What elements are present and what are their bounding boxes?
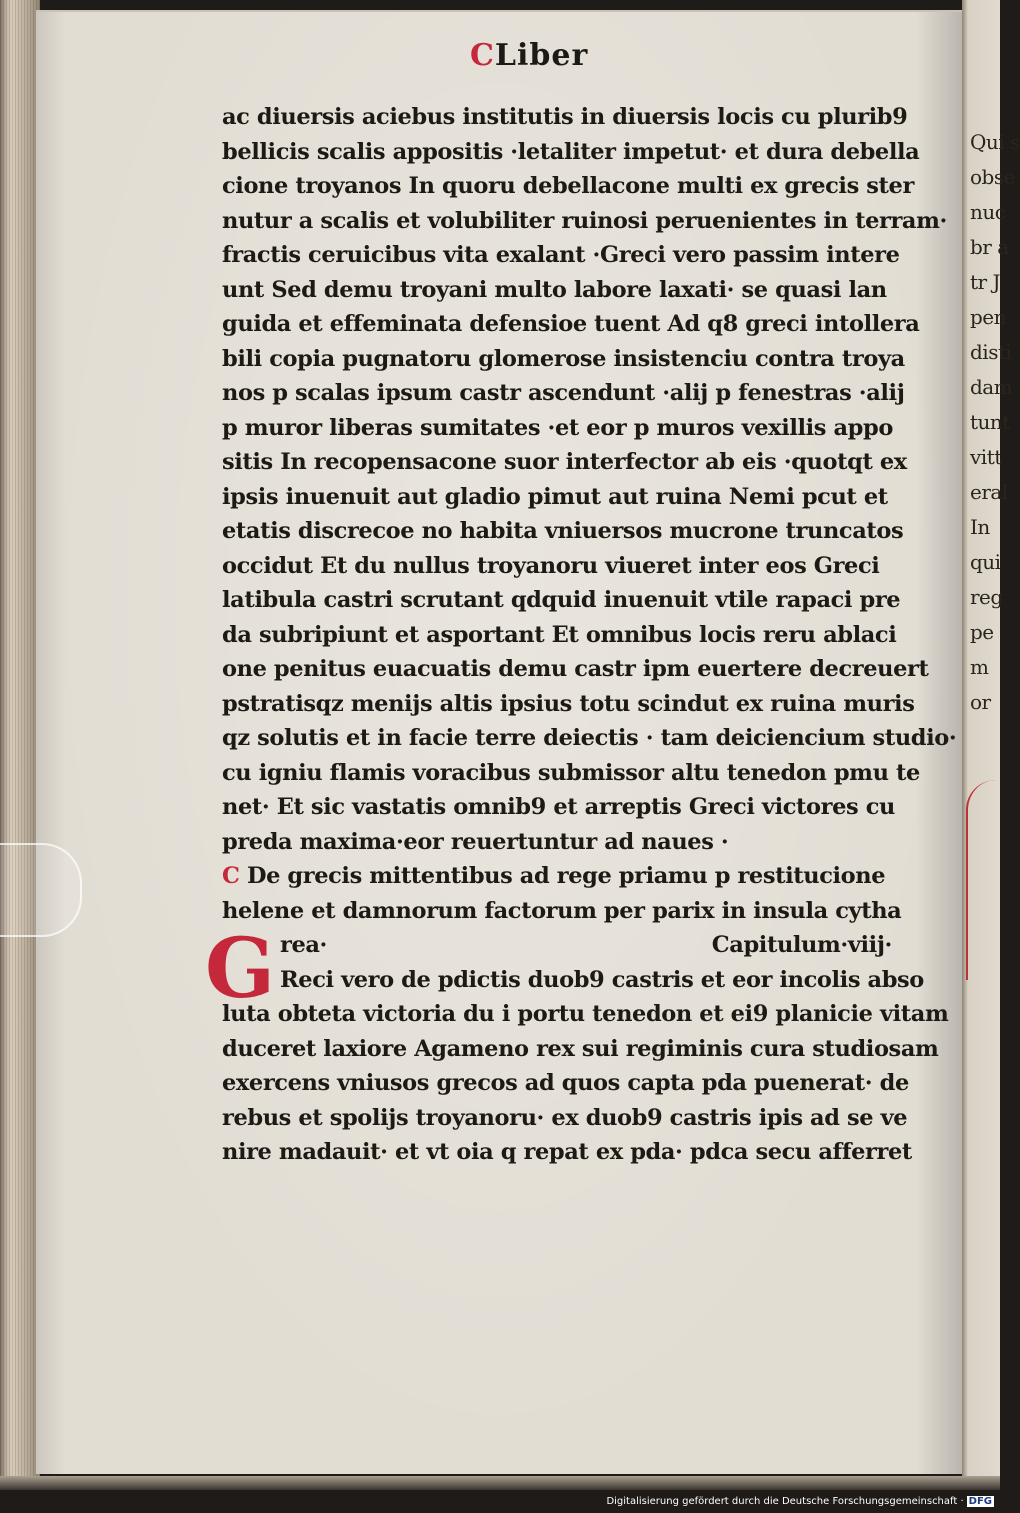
chapter-rubric: C xyxy=(222,863,240,889)
text-line: duceret laxiore Agameno rex sui regiminis cura studiosam xyxy=(222,1035,939,1062)
text-line: qz solutis et in facie terre deiectis · tam deiciencium studio· xyxy=(222,725,957,751)
text-line: luta obteta victoria du i portu tenedon et ei9 planicie vitam xyxy=(222,1001,949,1027)
facing-page-fragment: tunt xyxy=(970,410,1010,434)
text-line: unt Sed demu troyani multo labore laxati· se quasi lan xyxy=(222,276,887,303)
facing-page-fragment: In xyxy=(970,515,990,539)
page-clip xyxy=(0,843,82,937)
text-line: da subripiunt et asportant Et omnibus locis reru ablaci xyxy=(222,621,897,648)
text-line: exercens vniusos grecos ad quos capta pda puenerat· de xyxy=(222,1070,909,1096)
facing-page-fragment: nuc xyxy=(970,200,1006,224)
page-bottom-shadow xyxy=(0,1476,1000,1490)
text-line: rebus et spolijs troyanoru· ex duob9 castris ipis ad se ve xyxy=(222,1104,908,1131)
facing-page-fragment: tr J xyxy=(970,270,1000,294)
facing-page-fragment: qui xyxy=(970,550,1001,574)
text-line: nire madauit· et vt oia q repat ex pda· pdca secu afferret xyxy=(222,1139,912,1165)
text-line: net· Et sic vastatis omnib9 et arreptis Greci victores cu xyxy=(222,794,895,820)
text-line: fractis ceruicibus vita exalant ·Greci vero passim intere xyxy=(222,242,900,268)
text-line: cione troyanos In quoru debellacone multi ex grecis ster xyxy=(222,173,914,199)
facing-page-fragment: br a xyxy=(970,235,1009,259)
facing-page-fragment: m xyxy=(970,655,989,679)
facing-page-fragment: vitt xyxy=(970,445,1002,469)
text-line: sitis In recopensacone suor interfector ab eis ·quotqt ex xyxy=(222,449,907,475)
header-rubric: C xyxy=(470,38,495,73)
text-line: pstratisqz menijs altis ipsius totu scindut ex ruina muris xyxy=(222,690,915,717)
text-line: bellicis scalis appositis ·letaliter impetut· et dura debella xyxy=(222,138,920,165)
text-line: latibula castri scrutant qdquid inuenuit vtile rapaci pre xyxy=(222,587,901,613)
text-line: nutur a scalis et volubiliter ruinosi peruenientes in terram· xyxy=(222,207,947,234)
text-line: one penitus euacuatis demu castr ipm euertere decreuert xyxy=(222,656,929,682)
text-line: etatis discrecoe no habita vniuersos mucrone truncatos xyxy=(222,518,904,544)
facing-page-fragment: pen xyxy=(970,305,1007,329)
footer-text: Digitalisierung gefördert durch die Deutsche Forschungsgemeinschaft · xyxy=(606,1496,964,1507)
text-line: p muror liberas sumitates ·et eor p muros vexillis appo xyxy=(222,414,893,441)
chapter-heading-line: helene et damnorum factorum per parix in insula cytha xyxy=(222,897,902,924)
chapter-heading-text: De grecis mittentibus ad rege priamu p restitucione xyxy=(246,863,886,889)
facing-page-fragment: obse xyxy=(970,165,1015,189)
chapter-heading-line xyxy=(222,928,892,963)
facing-page-fragment: dam xyxy=(970,375,1013,399)
chapter-heading-line xyxy=(222,859,892,894)
facing-page-fragment: reg xyxy=(970,585,1003,609)
facing-page-fragment: pe xyxy=(970,620,994,644)
facing-page-fragment: or xyxy=(970,690,991,714)
text-line: preda maxima·eor reuertuntur ad naues · xyxy=(222,828,729,855)
footer-credit xyxy=(606,1496,994,1507)
dfg-logo: DFG xyxy=(968,1496,992,1507)
text-line: ipsis inuenuit aut gladio pimut aut ruina Nemi pcut et xyxy=(222,483,888,510)
red-ink-mark xyxy=(966,780,998,980)
text-line: occidut Et du nullus troyanoru viueret inter eos Greci xyxy=(222,552,880,579)
header-title: Liber xyxy=(494,38,589,73)
rubricated-initial: G xyxy=(205,921,276,1017)
facing-page-edge xyxy=(962,0,1020,1490)
text-line: Reci vero de pdictis duob9 castris et eor incolis abso xyxy=(280,966,924,993)
facing-page-fragment: eral xyxy=(970,480,1008,504)
text-line: cu igniu flamis voracibus submissor altu tenedon pmu te xyxy=(222,759,920,786)
book-page-edges xyxy=(0,0,40,1490)
text-line: ac diuersis aciebus institutis in diuersis locis cu plurib9 xyxy=(222,104,908,130)
running-header xyxy=(470,38,588,73)
text-line: guida et effeminata defensioe tuent Ad q8 greci intollera xyxy=(222,311,920,337)
chapter-heading-end: rea· xyxy=(280,932,327,958)
facing-page-fragment: disti xyxy=(970,340,1012,364)
chapter-number: Capitulum·viij· xyxy=(711,932,892,958)
text-line: nos p scalas ipsum castr ascendunt ·alij p fenestras ·alij xyxy=(222,380,905,406)
text-line: bili copia pugnatoru glomerose insistenciu contra troya xyxy=(222,345,905,372)
facing-page-fragment: Qui s xyxy=(970,130,1020,154)
text-block xyxy=(222,100,957,1170)
